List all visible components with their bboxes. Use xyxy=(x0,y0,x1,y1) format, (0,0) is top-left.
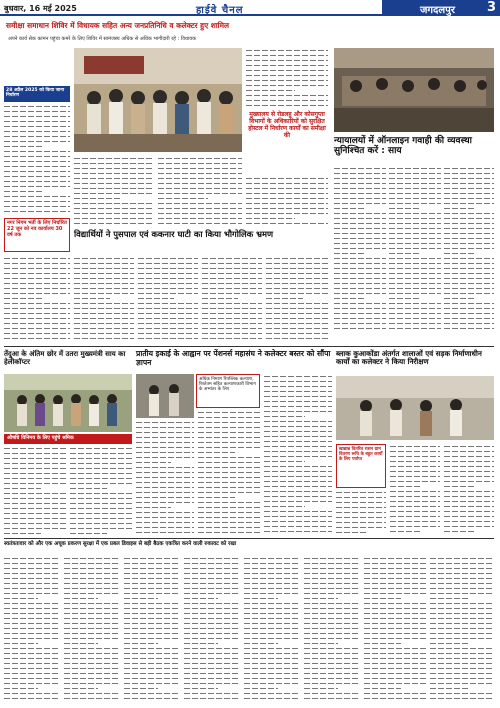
page-number: 3 xyxy=(486,0,496,15)
text-line xyxy=(202,336,262,341)
text-line xyxy=(390,529,420,534)
text-line xyxy=(364,696,426,701)
text-line xyxy=(4,696,60,701)
text-line xyxy=(246,103,328,108)
lead-photo-image xyxy=(74,48,242,152)
text-line xyxy=(4,336,70,341)
block-body-a xyxy=(336,490,386,536)
bottom-body-f xyxy=(304,556,360,704)
block-callout-text: खाद्यान्न वितरित राशन ग्राम वितरण रूचि के बहुत कार्यों के लिए पर्याप्त xyxy=(339,447,383,463)
online-body-a xyxy=(334,166,386,334)
text-line xyxy=(184,696,240,701)
pension-headline: प्रातीय इकाई के आह्वान पर पेंशनर्स महासंघ ने कलेक्टर बस्तर को सौंपा ज्ञापन xyxy=(136,349,331,367)
block-callout xyxy=(336,444,386,488)
block-photo xyxy=(336,376,494,440)
lead-body-a xyxy=(74,156,154,226)
tendua-headline: तेंदुआ के अंतिम छोर में उतरा मुख्यमंत्री साय का हेलीकॉप्टर xyxy=(4,350,126,367)
text-line xyxy=(4,531,41,536)
text-line xyxy=(389,326,441,331)
text-line xyxy=(264,529,332,534)
text-line xyxy=(74,221,154,226)
pension-body-b xyxy=(198,410,260,536)
students-body-c xyxy=(202,256,262,344)
brief-box-2 xyxy=(4,218,70,252)
pension-caption-box xyxy=(196,374,260,408)
bottom-body-e xyxy=(244,556,300,704)
text-line xyxy=(430,696,494,701)
online-photo-image xyxy=(334,48,494,132)
online-headline: न्यायालयों में ऑनलाइन गवाही की व्यवस्था सुनिश्चित करें : साय xyxy=(334,136,472,157)
block-body-b xyxy=(390,444,440,536)
text-line xyxy=(334,326,386,331)
text-line xyxy=(304,696,360,701)
aushadhi-box xyxy=(4,434,132,444)
bottom-body-a xyxy=(4,556,60,704)
lead-photo xyxy=(74,48,242,152)
text-line xyxy=(64,696,120,701)
text-line xyxy=(444,326,494,331)
text-line xyxy=(336,530,366,535)
aushadhi-headline: औषधि विनिमय के लिए पहुंचे श्रमिक xyxy=(7,435,74,441)
block-body-c xyxy=(444,444,494,536)
city-name: जगदलपुर xyxy=(420,5,455,16)
text-line xyxy=(444,529,474,534)
online-photo xyxy=(334,48,494,132)
brief-1-headline: 28 अप्रैल 2025 को किया जाना निर्धारण xyxy=(6,88,65,99)
students-headline: विद्यार्थियों ने पुसपाल एवं ककनार घाटी का किया भौगोलिक भ्रमण xyxy=(74,229,274,239)
students-body-b xyxy=(138,256,198,344)
bottom-body-h xyxy=(430,556,494,704)
bottom-body-c xyxy=(124,556,180,704)
lead-headline: समीक्षा समाधान शिविर में विधायक सहित अन्य जनप्रतिनिधि व कलेक्टर हुए शामिल xyxy=(6,21,230,30)
lead-body-c xyxy=(158,156,242,226)
bottom-headline: स्वतंत्रतावार को और एक अचूक प्रकरण सुरक्षा में एक प्रबल डिवाइस से बड़ी बैठक एकत्रित करने वाली रुकावट को रखा xyxy=(4,541,237,547)
city-band xyxy=(382,0,500,16)
tendua-photo-image xyxy=(4,374,132,432)
tendua-photo xyxy=(4,374,132,432)
issue-date: बुधवार, 16 मई 2025 xyxy=(4,4,77,13)
brief-1-body xyxy=(4,104,70,216)
text-line xyxy=(266,336,328,341)
lead-body-d xyxy=(246,48,328,110)
students-body-d xyxy=(266,256,328,344)
text-line xyxy=(70,531,107,536)
pension-body-c xyxy=(264,374,332,536)
brief-box-1 xyxy=(4,86,70,102)
text-line xyxy=(244,696,300,701)
brief-2-headline: नगर निगम भर्ती के लिए निर्धारित 22 जून को नव कार्यालय 30 वर्ष तक xyxy=(7,220,67,238)
online-body-d xyxy=(444,166,494,334)
students-body-a xyxy=(74,256,134,344)
kids-body xyxy=(246,176,328,226)
block-headline: ब्लाक कुआकोंडा अंतर्गत शालाओं एवं सड़क निर्माणाधीन कार्यों का कलेक्टर ने किया निरीक्षण xyxy=(336,349,482,367)
tendua-body-b xyxy=(70,446,132,536)
pension-photo xyxy=(136,374,194,418)
bottom-body-b xyxy=(64,556,120,704)
text-line xyxy=(198,530,260,535)
lead-subheadline: अपने कार्य सेक कामन पहुंचा कमरे के लिए शिविर में सामंजस्य अधिक से अधिक भागीदारी रहे : विधायक xyxy=(8,36,196,42)
text-line xyxy=(74,336,134,341)
newspaper-brand: हाईवे चैनल xyxy=(196,5,244,16)
text-line xyxy=(138,336,198,341)
online-body-b xyxy=(389,166,441,334)
text-line xyxy=(246,221,328,226)
text-line xyxy=(4,209,70,214)
section-rule-1 xyxy=(4,346,494,347)
text-line xyxy=(136,530,194,535)
pension-body-a xyxy=(136,420,194,536)
tendua-body-a xyxy=(4,446,66,536)
masthead xyxy=(0,0,500,16)
text-line xyxy=(158,221,242,226)
pension-photo-image xyxy=(136,374,194,418)
pension-photo-caption: अधिक निमाण रिपब्लिक कल्याण, रिश्तेतम सहित कल्याणकारी विभाग के अभ्यंतर के लिए xyxy=(199,377,256,392)
block-photo-image xyxy=(336,376,494,440)
bottom-body-g xyxy=(364,556,426,704)
section-rule-2 xyxy=(4,538,494,539)
kids-headline: मुख्यालय से रोडलहु और कोसगुप्ता विभागों के अधिकारियों को सुरक्षित होस्टल में निर्धारण कार्यों का समीक्षा की xyxy=(248,111,326,139)
text-line xyxy=(124,696,180,701)
brief-2-body xyxy=(4,256,70,344)
bottom-body-d xyxy=(184,556,240,704)
